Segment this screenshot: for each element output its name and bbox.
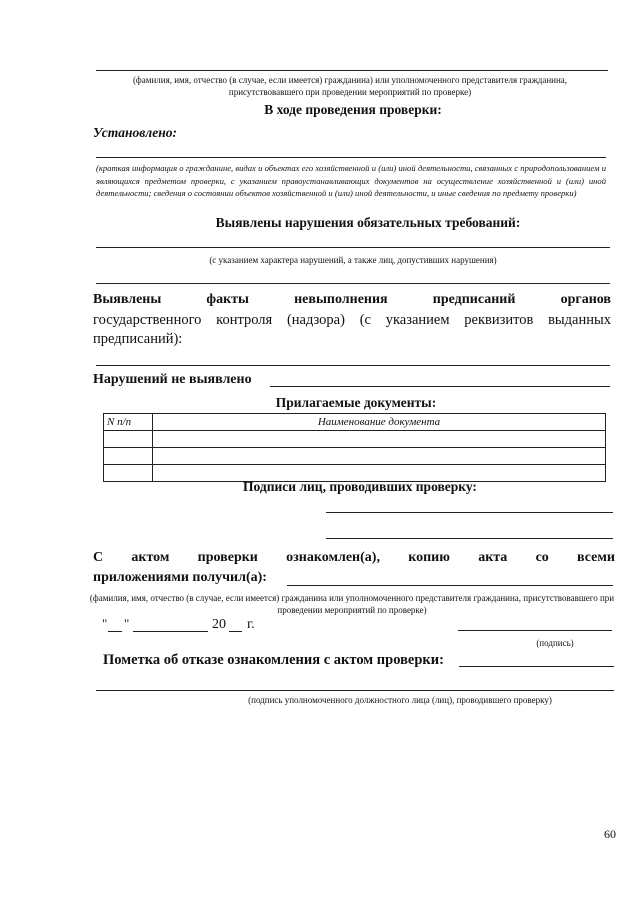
established-line [96, 157, 606, 158]
violations-line-2 [96, 283, 610, 284]
date-year-suffix: г. [247, 617, 255, 632]
heading-violations: Выявлены нарушения обязательных требований: [215, 215, 521, 230]
familiarized-line [287, 585, 613, 586]
page-number: 60 [604, 827, 616, 841]
table-header-row [104, 414, 606, 431]
no-violations-line [270, 386, 610, 387]
refusal-label: Пометка об отказе ознакомления с актом проверки: [103, 652, 444, 668]
caption-signature: (подпись) [536, 638, 574, 648]
facts-line-1: Выявлены факты невыполнения предписаний органов [93, 292, 611, 307]
refusal-line [459, 666, 614, 667]
signatures-heading: Подписи лиц, проводивших проверку: [243, 479, 477, 494]
date-quote-open: " [102, 616, 108, 631]
familiarized-line-2: приложениями получил(а): [93, 570, 267, 585]
no-violations-label: Нарушений не выявлено [93, 372, 252, 387]
caption-info: (краткая информация о гражданине, видах и объектах его хозяйственной и (или) иной деятельности, связанных с природопользованием и являющихся предметом проверки, с указанием правоустанавливающих документов на осуществление хозяйственной и (или) иной деятельности; сведения о состоянии объектов хозяйственной и (или) иной деятельности, и иные сведения по предмету проверки) [96, 163, 606, 198]
signature-line-3 [458, 630, 612, 631]
date-quote-close: " [124, 616, 130, 631]
caption-person-2: (фамилия, имя, отчество (в случае, если имеется) гражданина или уполномоченного представителя гражданина, присутствовавшего при проведении мероприятий по проверке) [89, 593, 615, 615]
familiarized-line-1: С актом проверки ознакомлен(а), копию акта со всеми [93, 550, 615, 565]
facts-line [96, 365, 610, 366]
date-year: 20 [212, 617, 226, 632]
date-year-line [229, 631, 242, 632]
attached-docs-heading: Прилагаемые документы: [275, 395, 437, 410]
caption-official: (подпись уполномоченного должностного лица (лиц), проводившего проверку) [248, 695, 552, 705]
facts-line-2: государственного контроля (надзора) (с указанием реквизитов выданных [93, 312, 611, 328]
official-signature-line [96, 690, 614, 691]
table-row [104, 448, 606, 465]
person-name-line [96, 70, 608, 71]
caption-violations: (с указанием характера нарушений, а также лиц, допустивших нарушения) [209, 255, 497, 265]
violations-line [96, 247, 610, 248]
signature-line-1 [326, 512, 613, 513]
facts-line-3: предписаний): [93, 331, 183, 347]
date-month-line [133, 631, 208, 632]
heading-during-inspection: В ходе проведения проверки: [264, 102, 442, 117]
table-row [104, 431, 606, 448]
signature-line-2 [326, 538, 613, 539]
date-day-line [108, 631, 122, 632]
caption-person: (фамилия, имя, отчество (в случае, если имеется) гражданина) или уполномоченного представителя гражданина, присутствовавшего при проведении мероприятий по проверке) [132, 75, 568, 97]
attached-docs-table [103, 413, 606, 482]
col-num-header: N п/п [104, 414, 153, 431]
col-name-header: Наименование документа [153, 414, 606, 431]
established-label: Установлено: [93, 125, 177, 140]
